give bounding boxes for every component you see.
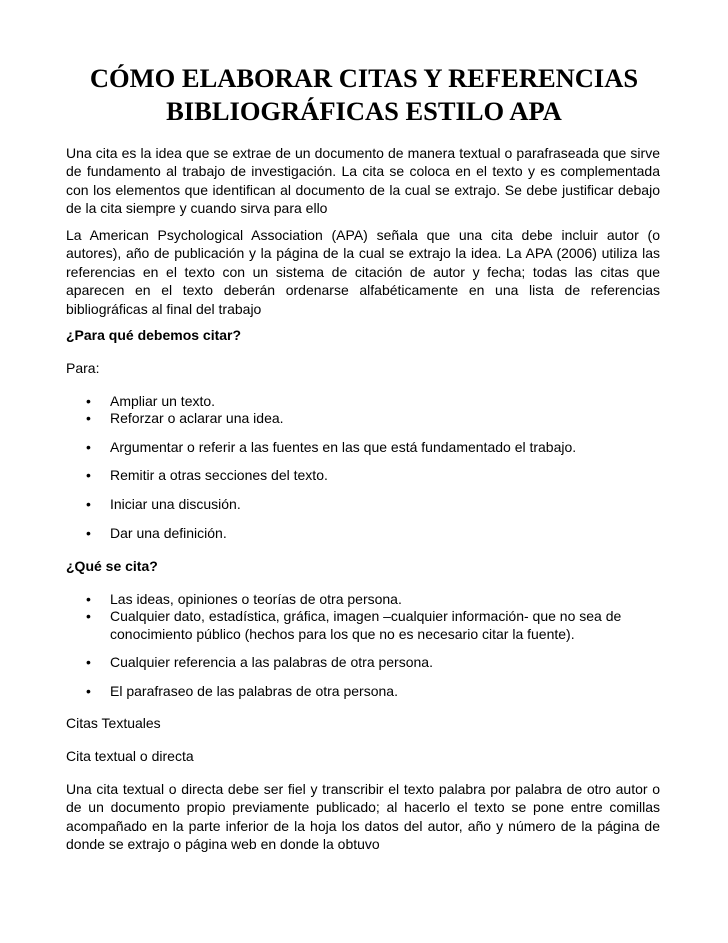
title-line-2: BIBLIOGRÁFICAS ESTILO APA	[166, 96, 562, 126]
title-line-1: CÓMO ELABORAR CITAS Y REFERENCIAS	[89, 63, 639, 93]
why-list-item: • Ampliar un texto.	[86, 393, 216, 409]
what-list-item: • El parafraseo de las palabras de otra persona.	[86, 683, 398, 699]
bullet-icon: •	[86, 654, 91, 670]
bullet-icon: •	[86, 525, 91, 541]
bullet-icon: •	[86, 683, 91, 699]
why-list-item: • Iniciar una discusión.	[86, 496, 241, 512]
what-list-item: • Cualquier dato, estadística, gráfica, imagen –cualquier información- que no sea de conocimiento público (hechos para los que no es necesario citar la fuente).	[86, 608, 622, 642]
heading-what-cite: ¿Qué se cita?	[66, 558, 158, 574]
paragraph-cita-definition: Una cita es la idea que se extrae de un documento de manera textual o parafraseada que sirve de fundamento al trabajo de investigación. La cita se coloca en el texto y es complementada con los elementos que identifican al documento de la cual se extrajo. Se debe justificar debajo de la cita siempre y cuando sirva para ello	[66, 145, 660, 217]
bullet-icon: •	[86, 591, 91, 607]
bullet-icon: •	[86, 439, 91, 455]
label-citas-textuales: Citas Textuales	[66, 715, 161, 731]
label-para: Para:	[66, 360, 100, 376]
what-list-item: • Las ideas, opiniones o teorías de otra persona.	[86, 591, 402, 607]
why-list-item: • Argumentar o referir a las fuentes en las que está fundamentado el trabajo.	[86, 439, 577, 455]
bullet-icon: •	[86, 393, 91, 409]
why-list-item: • Dar una definición.	[86, 525, 227, 541]
bullet-icon: •	[86, 608, 91, 624]
paragraph-apa: La American Psychological Association (APA) señala que una cita debe incluir autor (o autores), año de publicación y la página de la cual se extrajo la idea. La APA (2006) utiliza las referencias en el texto con un sistema de citación de autor y fecha; todas las citas que aparecen en el texto deberán ordenarse alfabéticamente en una lista de referencias bibliográficas al final del trabajo	[66, 227, 660, 317]
why-list-item: • Reforzar o aclarar una idea.	[86, 410, 284, 426]
bullet-icon: •	[86, 410, 91, 426]
paragraph-cita-textual: Una cita textual o directa debe ser fiel y transcribir el texto palabra por palabra de otro autor o de un documento propio previamente publicado; al hacerlo el texto se pone entre comillas acompañado en la parte inferior de la hoja los datos del autor, año y número de la página de donde se extrajo o página web en donde la obtuvo	[66, 781, 660, 853]
heading-why-cite: ¿Para qué debemos citar?	[66, 327, 242, 343]
label-cita-textual-directa: Cita textual o directa	[66, 748, 194, 764]
what-list-item: • Cualquier referencia a las palabras de otra persona.	[86, 654, 433, 670]
why-list-item: • Remitir a otras secciones del texto.	[86, 467, 328, 483]
bullet-icon: •	[86, 467, 91, 483]
document-title	[60, 62, 668, 128]
bullet-icon: •	[86, 496, 91, 512]
